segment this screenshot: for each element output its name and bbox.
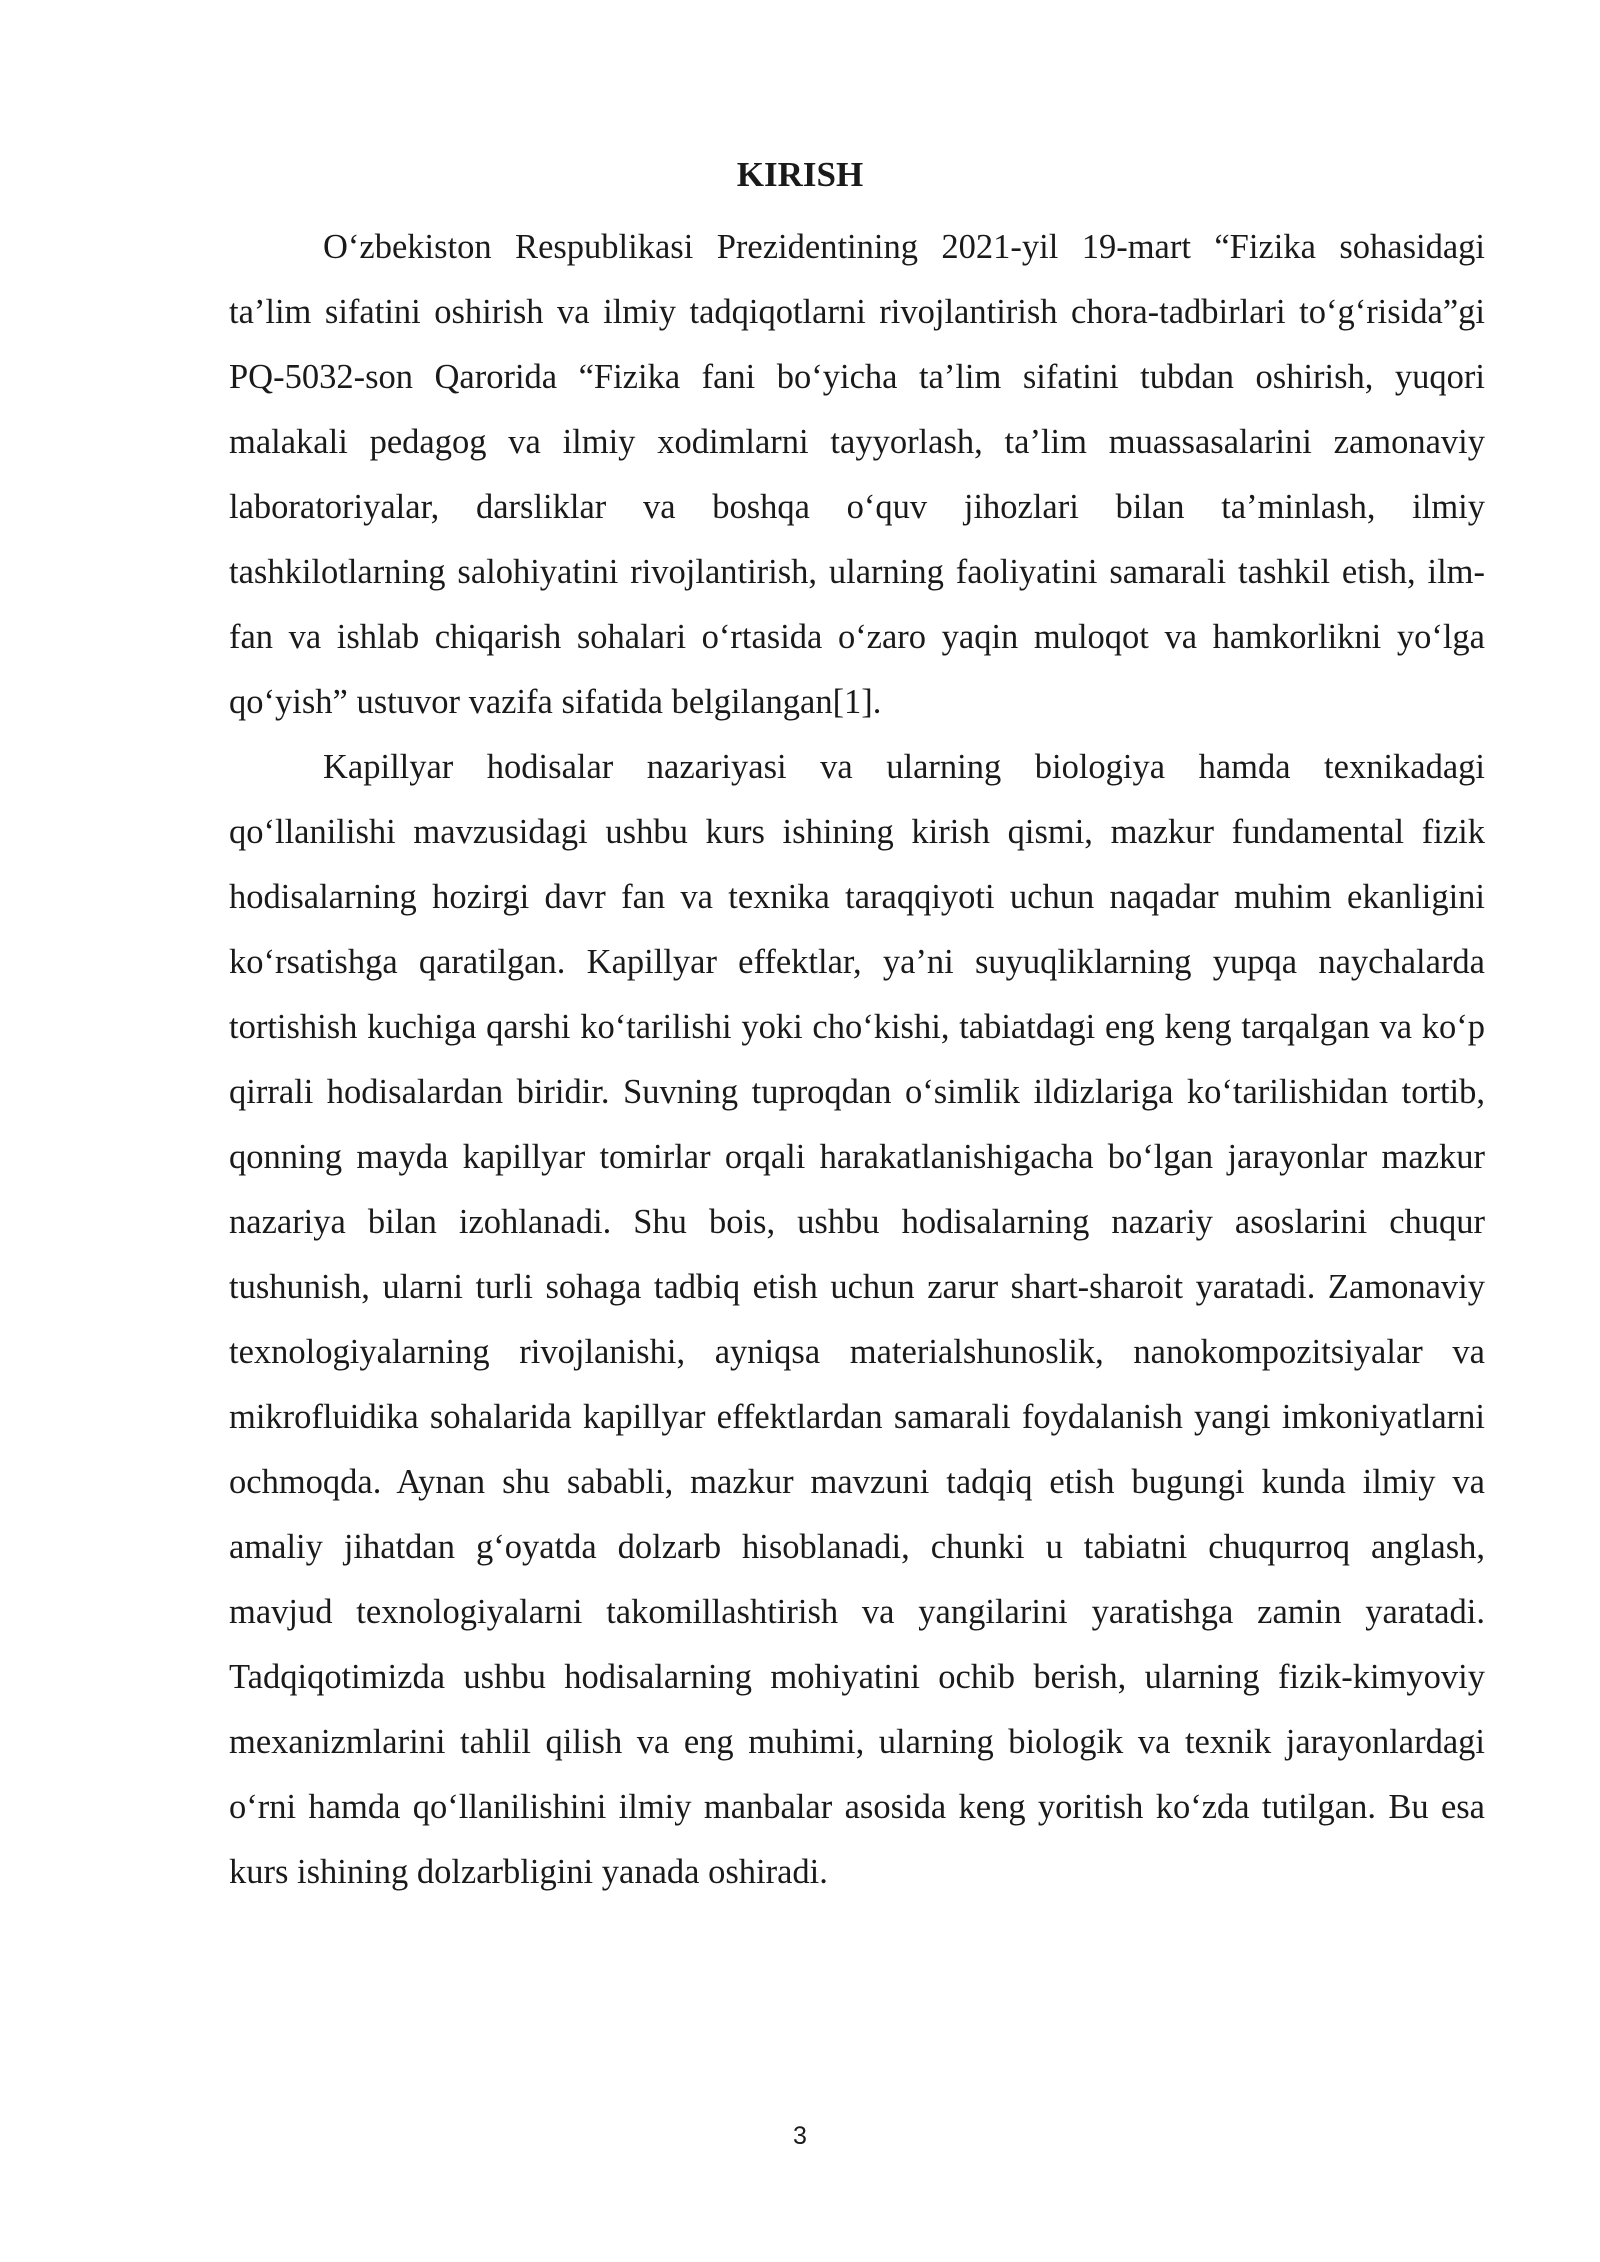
page-number: 3 bbox=[793, 2122, 807, 2150]
paragraph-capillary-introduction: Kapillyar hodisalar nazariyasi va ularning biologiya hamda texnikadagi qo‘llanilishi mavzusidagi ushbu kurs ishining kirish qismi, mazkur fundamental fizik hodisalarning hozirgi davr fan va texnika taraqqiyoti uchun naqadar muhim ekanligini ko‘rsatishga qaratilgan. Kapillyar effektlar, ya’ni suyuqliklarning yupqa naychalarda tortishish kuchiga qarshi ko‘tarilishi yoki cho‘kishi, tabiatdagi eng keng tarqalgan va ko‘p qirrali hodisalardan biridir. Suvning tuproqdan o‘simlik ildizlariga ko‘tarilishidan tortib, qonning mayda kapillyar tomirlar orqali harakatlanishigacha bo‘lgan jarayonlar mazkur nazariya bilan izohlanadi. Shu bois, ushbu hodisalarning nazariy asoslarini chuqur tushunish, ularni turli sohaga tadbiq etish uchun zarur shart-sharoit yaratadi. Zamonaviy texnologiyalarning rivojlanishi, ayniqsa materialshunoslik, nanokompozitsiyalar va mikrofluidika sohalarida kapillyar effektlardan samarali foydalanish yangi imkoniyatlarni ochmoqda. Aynan shu sababli, mazkur mavzuni tadqiq etish bugungi kunda ilmiy va amaliy jihatdan g‘oyatda dolzarb hisoblanadi, chunki u tabiatni chuqurroq anglash, mavjud texnologiyalarni takomillashtirish va yangilarini yaratishga zamin yaratadi. Tadqiqotimizda ushbu hodisalarning mohiyatini ochib berish, ularning fizik-kimyoviy mexanizmlarini tahlil qilish va eng muhimi, ularning biologik va texnik jarayonlardagi o‘rni hamda qo‘llanilishini ilmiy manbalar asosida keng yoritish ko‘zda tutilgan. Bu esa kurs ishining dolzarbligini yanada oshiradi. bbox=[229, 748, 1485, 1891]
body-text bbox=[229, 215, 1485, 1905]
page-title: KIRISH bbox=[736, 155, 864, 194]
paragraph-presidential-decree: O‘zbekiston Respublikasi Prezidentining 2021-yil 19-mart “Fizika sohasidagi ta’lim sifatini oshirish va ilmiy tadqiqotlarni rivojlantirish chora-tadbirlari to‘g‘risida”gi PQ-5032-son Qarorida “Fizika fani bo‘yicha ta’lim sifatini tubdan oshirish, yuqori malakali pedagog va ilmiy xodimlarni tayyorlash, ta’lim muassasalarini zamonaviy laboratoriyalar, darsliklar va boshqa o‘quv jihozlari bilan ta’minlash, ilmiy tashkilotlarning salohiyatini rivojlantirish, ularning faoliyatini samarali tashkil etish, ilm-fan va ishlab chiqarish sohalari o‘rtasida o‘zaro yaqin muloqot va hamkorlikni yo‘lga qo‘yish” ustuvor vazifa sifatida belgilangan[1]. bbox=[229, 228, 1485, 721]
